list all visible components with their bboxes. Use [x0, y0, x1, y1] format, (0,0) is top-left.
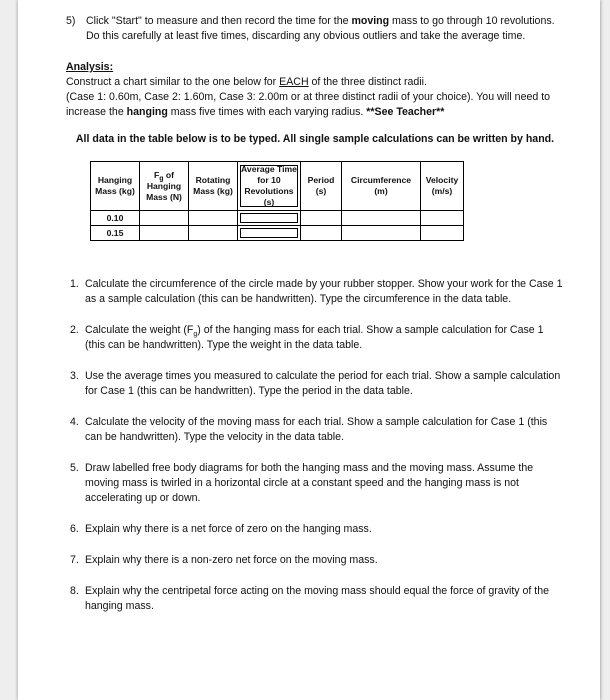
header-rotating-mass: Rotating Mass (kg)	[189, 162, 238, 211]
cell-empty	[140, 226, 189, 241]
header-period: Period (s)	[301, 162, 342, 211]
data-table	[90, 161, 464, 241]
analysis-line-2-after: mass five times with each varying radius.	[167, 106, 367, 118]
cell-inner-box	[240, 228, 298, 238]
header-velocity: Velocity (m/s)	[421, 162, 464, 211]
document-content	[66, 14, 564, 630]
question-number: 1.	[70, 278, 79, 290]
question-text: Draw labelled free body diagrams for both the hanging mass and the moving mass. Assume the moving mass is twirled in a horizontal circle at a constant speed and the hanging mass is not accelerating up or down.	[85, 462, 534, 504]
question-text: Calculate the velocity of the moving mass for each trial. Show a sample calculation for Case 1 (this can be handwritten). Type the velocity in the data table.	[85, 416, 548, 443]
cell-empty	[342, 211, 421, 226]
question-text-after: ) of the hanging mass for each trial. Show a sample calculation for Case 1 (this can be handwritten). Type the weight in the data table.	[85, 324, 544, 351]
step-5-text-before: Click "Start" to measure and then record the time for the	[86, 15, 352, 27]
analysis-line-2	[66, 90, 564, 120]
step-5-bold-word: moving	[351, 15, 390, 27]
question-number: 2.	[70, 324, 79, 336]
header-average-time: Average Time for 10 Revolutions (s)	[241, 164, 297, 207]
question-item	[70, 369, 564, 399]
cell-empty	[421, 226, 464, 241]
question-text: Explain why there is a non-zero net force on the moving mass.	[85, 554, 378, 566]
question-text: Use the average times you measured to calculate the period for each trial. Show a sample calculation for Case 1 (this can be handwritten). Type the period in the data table.	[85, 370, 561, 397]
analysis-line-1-before: Construct a chart similar to the one below for	[66, 76, 280, 88]
analysis-each-underlined: EACH	[279, 76, 309, 88]
question-number: 3.	[70, 370, 79, 382]
cell-hanging-mass: 0.15	[91, 226, 140, 241]
header-hanging-mass: Hanging Mass (kg)	[91, 162, 140, 211]
cell-empty	[301, 211, 342, 226]
cell-inner-box	[240, 213, 298, 223]
analysis-section	[66, 60, 564, 120]
analysis-heading: Analysis:	[66, 61, 114, 73]
header-fg-hanging-mass	[140, 162, 189, 211]
cell-hanging-mass: 0.10	[91, 211, 140, 226]
question-item	[70, 522, 564, 537]
cell-empty	[421, 211, 464, 226]
question-text: Explain why the centripetal force acting on the moving mass should equal the force of gravity of the hanging mass.	[85, 585, 550, 612]
question-list	[66, 277, 564, 614]
question-text: Explain why there is a net force of zero on the hanging mass.	[85, 523, 372, 535]
cell-empty	[238, 226, 301, 241]
question-number: 6.	[70, 523, 79, 535]
analysis-line-2-text: (Case 1: 0.60m, Case 2: 1.60m, Case 3: 2.00m or at three distinct radii of your choice). You will need to increase the	[66, 91, 551, 118]
table-header-row	[91, 162, 464, 211]
question-item	[70, 584, 564, 614]
question-number: 5.	[70, 462, 79, 474]
cell-empty	[238, 211, 301, 226]
header-fg-prefix: F	[153, 169, 160, 180]
document-page	[18, 0, 600, 700]
typed-data-note: All data in the table below is to be typed. All single sample calculations can be written by hand.	[75, 133, 555, 145]
question-text-before: Calculate the weight (F	[85, 324, 194, 336]
question-number: 4.	[70, 416, 79, 428]
cell-empty	[140, 211, 189, 226]
table-row	[91, 211, 464, 226]
analysis-line-1-after: of the three distinct radii.	[308, 76, 427, 88]
question-number: 7.	[70, 554, 79, 566]
header-circumference: Circumference (m)	[342, 162, 421, 211]
analysis-hanging-bold: hanging	[126, 106, 168, 118]
question-item	[70, 553, 564, 568]
cell-empty	[301, 226, 342, 241]
question-text: Calculate the circumference of the circle made by your rubber stopper. Show your work for the Case 1 as a sample calculation (this can be handwritten). Type the circumference in the data table.	[85, 278, 563, 305]
cell-empty	[342, 226, 421, 241]
header-fg-rest: of Hanging Mass (N)	[146, 169, 182, 202]
question-subscript: g	[193, 331, 198, 339]
cell-empty	[189, 211, 238, 226]
cell-empty	[189, 226, 238, 241]
header-average-time-cell	[238, 162, 301, 211]
question-item	[70, 323, 564, 353]
analysis-line-1	[66, 75, 564, 90]
step-5-text-after: mass to go through 10 revolutions. Do this carefully at least five times, discarding any obvious outliers and take the average time.	[86, 15, 555, 42]
table-row	[91, 226, 464, 241]
step-5-instruction	[66, 14, 564, 44]
question-item	[70, 277, 564, 307]
step-5-number: 5)	[66, 15, 76, 27]
question-item	[70, 461, 564, 506]
see-teacher-note: **See Teacher**	[366, 106, 445, 118]
question-number: 8.	[70, 585, 79, 597]
header-fg-sub: g	[159, 175, 164, 183]
question-item	[70, 415, 564, 445]
